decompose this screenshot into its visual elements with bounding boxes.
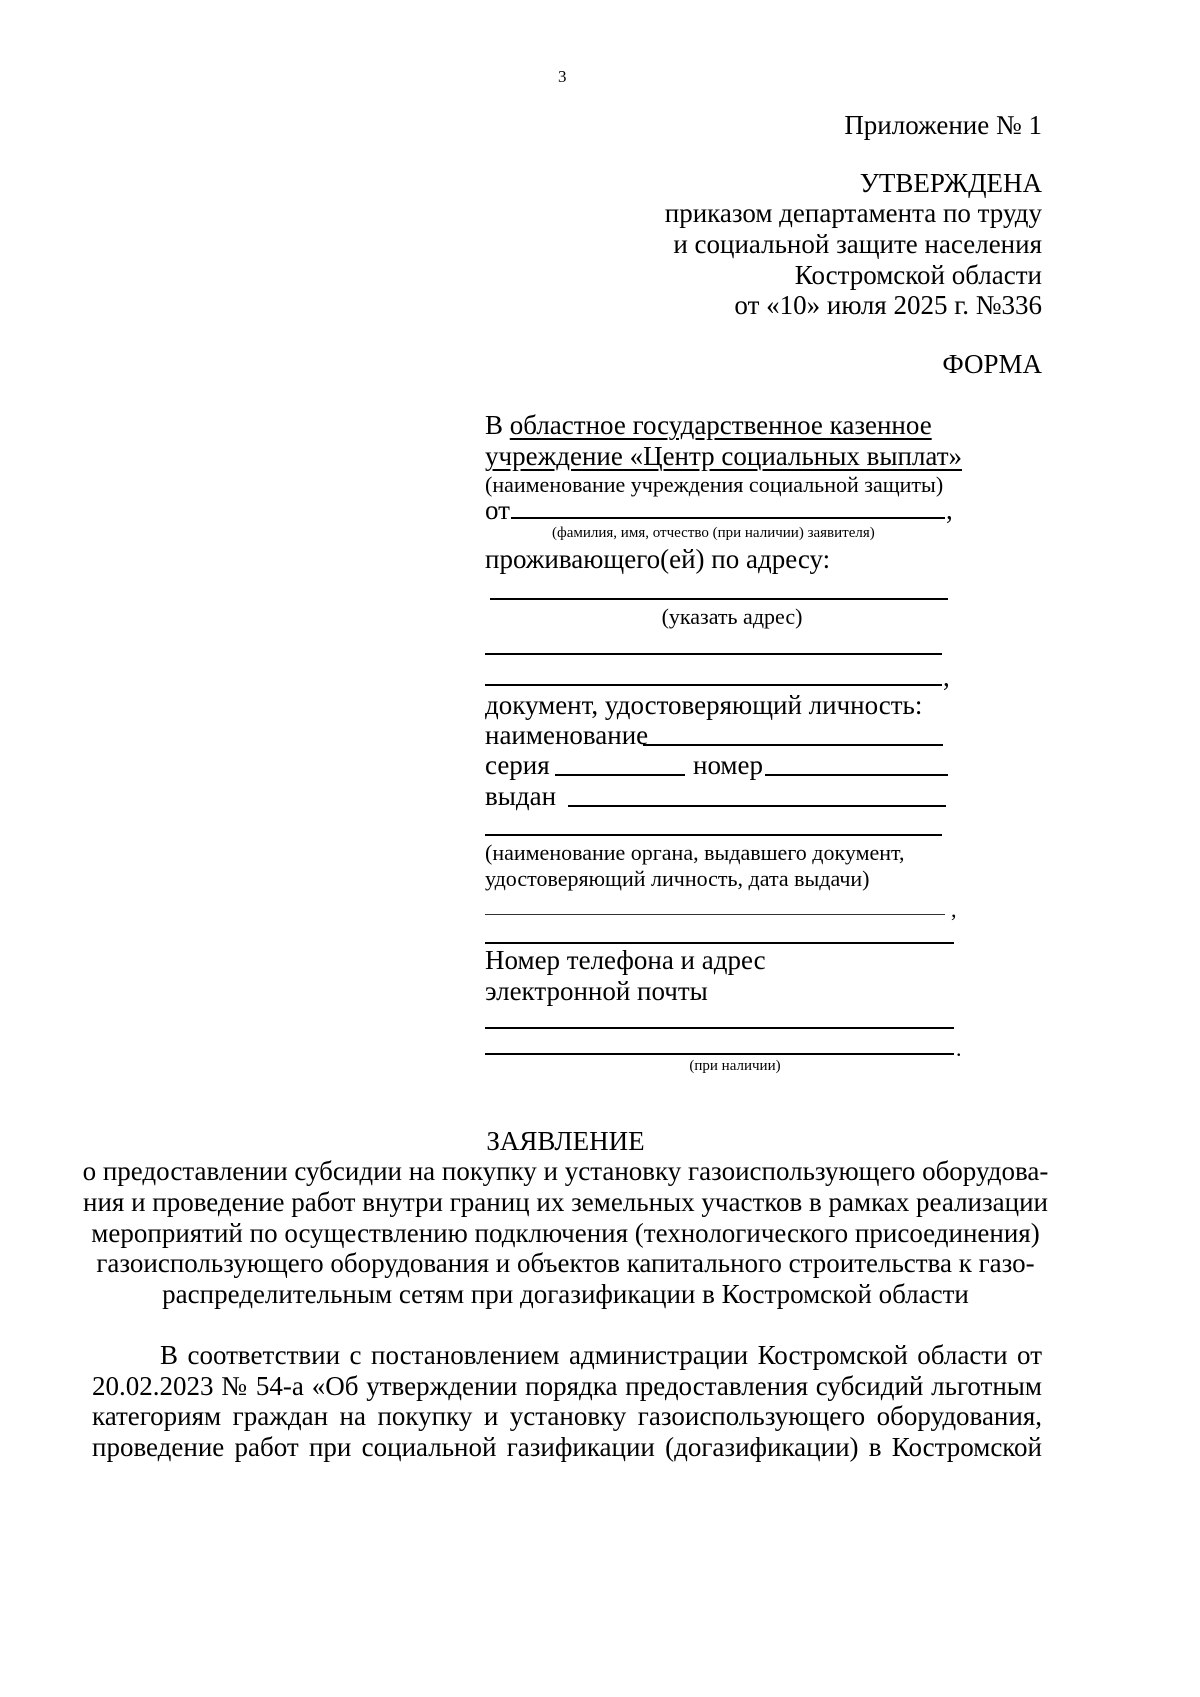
series-label: серия [485, 750, 550, 780]
number-field[interactable] [765, 774, 948, 776]
document-name-field[interactable] [643, 744, 943, 746]
page-number: 3 [558, 67, 567, 86]
body-line-2: 20.02.2023 № 54-а «Об утверждении порядка предоставления субсидий льготным [92, 1371, 1042, 1401]
approval-line-3: Костромской области [794, 260, 1042, 290]
applicant-name-field[interactable] [511, 517, 945, 519]
address-hint: (указать адрес) [661, 604, 803, 629]
residing-label: проживающего(ей) по адресу: [485, 544, 831, 574]
contact-label-line-2: электронной почты [485, 976, 708, 1006]
appendix-label: Приложение № 1 [844, 110, 1042, 140]
contact-label-line-1: Номер телефона и адрес [485, 945, 766, 975]
approval-line-4: от «10» июля 2025 г. №336 [734, 290, 1042, 320]
form-label: ФОРМА [942, 349, 1042, 379]
issuer-hint-line-2: удостоверяющий личность, дата выдачи) [485, 866, 870, 891]
issuer-details-field[interactable] [485, 914, 945, 915]
series-field[interactable] [555, 774, 685, 776]
statement-subtitle-line-5: распределительным сетям при догазификации в Костромской области [162, 1279, 969, 1309]
addressee-line-1 [485, 410, 932, 441]
statement-subtitle-line-4: газоиспользующего оборудования и объектов капитального строительства к газо- [96, 1248, 1035, 1278]
id-document-label: документ, удостоверяющий личность: [485, 690, 923, 720]
from-comma: , [946, 495, 953, 525]
document-name-label: наименование [485, 720, 649, 750]
institution-name-line-1: областное государственное казенное [509, 410, 932, 440]
statement-subtitle-line-2: ния и проведение работ внутри границ их земельных участков в рамках реализации [83, 1187, 1048, 1217]
applicant-hint: (фамилия, имя, отчество (при наличии) заявителя) [552, 525, 875, 541]
from-label: от [485, 495, 510, 525]
contact-hint: (при наличии) [689, 1058, 781, 1074]
number-label: номер [693, 750, 764, 780]
institution-hint: (наименование учреждения социальной защиты) [485, 472, 944, 497]
contact-period: . [956, 1036, 962, 1061]
institution-name-line-2: учреждение «Центр социальных выплат» [485, 441, 963, 471]
address-field-1[interactable] [490, 598, 948, 600]
address-comma: , [943, 662, 950, 692]
issued-label: выдан [485, 781, 557, 811]
approval-line-2: и социальной защите населения [673, 229, 1042, 259]
addressee-prefix: В [485, 410, 510, 440]
body-line-1: В соответствии с постановлением администрации Костромской области от [160, 1340, 1042, 1370]
statement-subtitle-line-3: мероприятий по осуществлению подключения (технологического присоединения) [91, 1218, 1040, 1248]
approval-line-1: приказом департамента по труду [664, 198, 1042, 228]
body-line-3: категориям граждан на покупку и установку газоиспользующего оборудования, [92, 1401, 1042, 1431]
statement-title: ЗАЯВЛЕНИЕ [486, 1126, 645, 1156]
address-field-3[interactable] [485, 684, 942, 686]
issuer-details-field-2[interactable] [485, 942, 954, 944]
issuer-comma: , [951, 897, 957, 922]
issued-by-field[interactable] [568, 805, 946, 807]
body-line-4: проведение работ при социальной газификации (догазификации) в Костромской [92, 1432, 1042, 1462]
contact-field-2[interactable] [485, 1053, 954, 1055]
approved-label: УТВЕРЖДЕНА [859, 168, 1042, 198]
statement-subtitle-line-1: о предоставлении субсидии на покупку и установку газоиспользующего оборудова- [82, 1156, 1049, 1186]
issuer-hint-line-1: (наименование органа, выдавшего документ, [485, 840, 905, 865]
address-field-2[interactable] [485, 653, 942, 655]
issued-by-field-2[interactable] [485, 834, 942, 836]
contact-field-1[interactable] [485, 1027, 954, 1029]
